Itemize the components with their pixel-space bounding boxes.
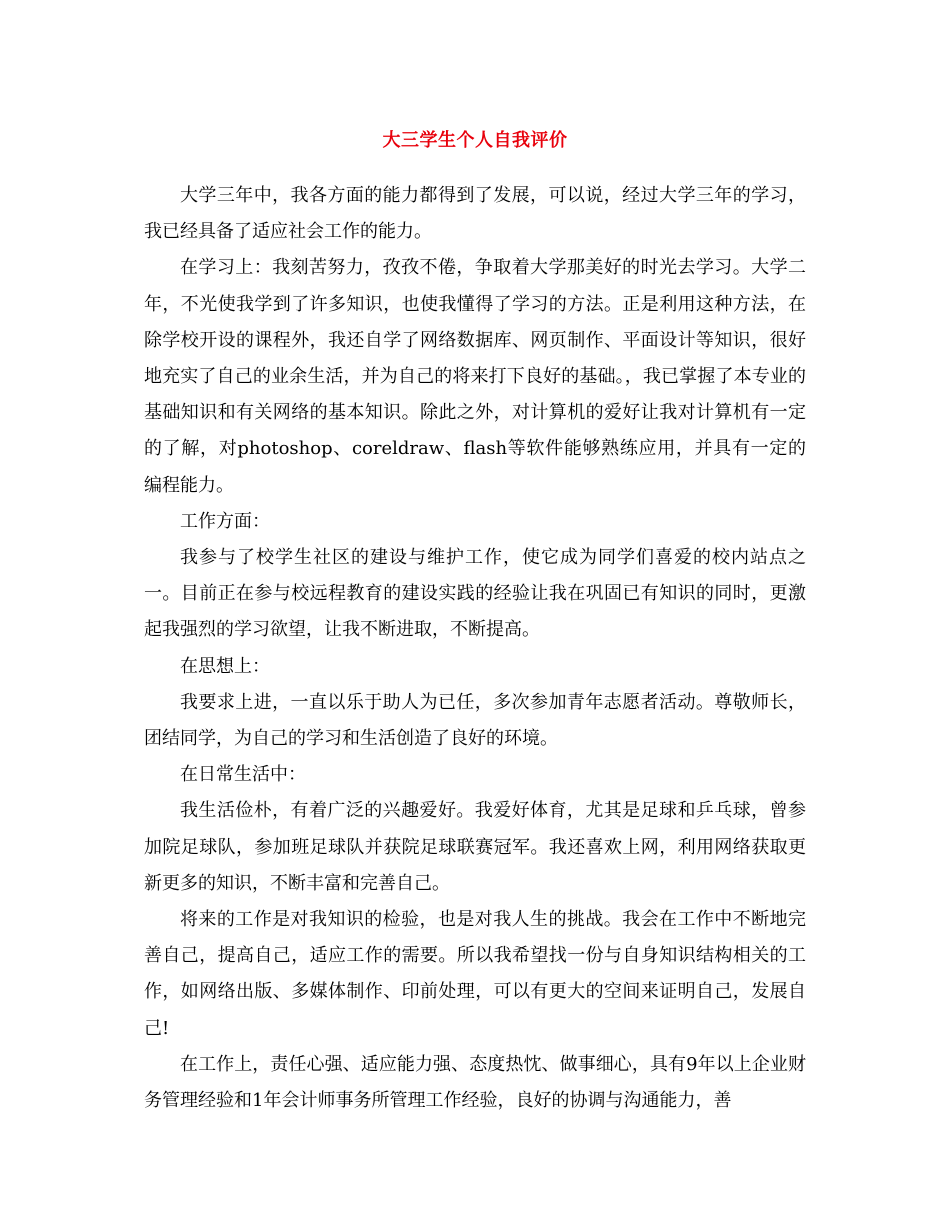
paragraph-study: 在学习上：我刻苦努力，孜孜不倦，争取着大学那美好的时光去学习。大学二年，不光使我学到了许多知识，也使我懂得了学习的方法。正是利用这种方法，在除学校开设的课程外，我还自学了网络数据库、网页制作、平面设计等知识，很好地充实了自己的业余生活，并为自己的将来打下良好的基础。，我已掌握了本专业的基础知识和有关网络的基本知识。除此之外，对计算机的爱好让我对计算机有一定的了解，对photoshop、coreldraw、flash等软件能够熟练应用，并具有一定的编程能力。 (144, 257, 806, 496)
paragraph-thought: 我要求上进，一直以乐于助人为已任，多次参加青年志愿者活动。尊敬师长，团结同学，为自己的学习和生活创造了良好的环境。 (144, 691, 806, 750)
paragraph-job: 在工作上，责任心强、适应能力强、态度热忱、做事细心，具有9年以上企业财务管理经验和1年会计师事务所管理工作经验，良好的协调与沟通能力，善 (144, 1053, 806, 1112)
document-title: 大三学生个人自我评价 (382, 130, 568, 151)
heading-work: 工作方面： (180, 510, 270, 532)
paragraph-intro: 大学三年中，我各方面的能力都得到了发展，可以说，经过大学三年的学习，我已经具备了适应社会工作的能力。 (144, 185, 806, 243)
document-body (144, 178, 806, 1119)
heading-thought: 在思想上： (180, 655, 270, 677)
paragraph-work: 我参与了校学生社区的建设与维护工作，使它成为同学们喜爱的校内站点之一。目前正在参与校远程教育的建设实践的经验让我在巩固已有知识的同时，更激起我强烈的学习欲望，让我不断进取，不断提高。 (144, 547, 806, 641)
paragraph-daily-life: 我生活俭朴，有着广泛的兴趣爱好。我爱好体育，尤其是足球和乒乓球，曾参加院足球队，参加班足球队并获院足球联赛冠军。我还喜欢上网，利用网络获取更新更多的知识，不断丰富和完善自己。 (144, 800, 806, 894)
heading-daily-life: 在日常生活中： (180, 764, 306, 786)
paragraph-future: 将来的工作是对我知识的检验，也是对我人生的挑战。我会在工作中不断地完善自己，提高自己，适应工作的需要。所以我希望找一份与自身知识结构相关的工作，如网络出版、多媒体制作、印前处理，可以有更大的空间来证明自己，发展自己! (144, 909, 806, 1039)
